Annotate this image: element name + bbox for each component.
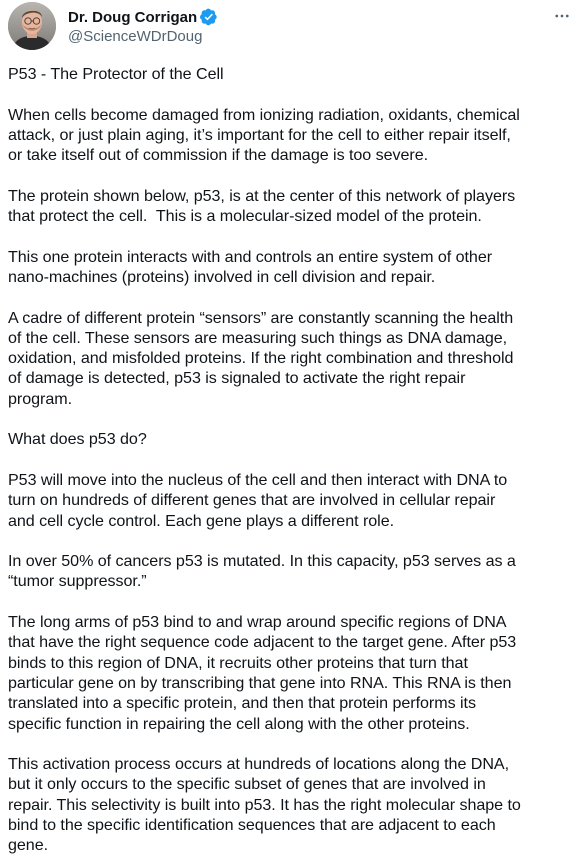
tweet-paragraph: The long arms of p53 bind to and wrap around specific regions of DNA that have the right sequence code adjacent to the target gene. After p53 binds to this region of DNA, it recruits other proteins that turn that particular gene on by transcribing that gene into RNA. This RNA is then translated into a specific protein, and then that protein performs its specific function in repairing the cell along with the other proteins. (8, 613, 517, 733)
author-info (68, 7, 218, 45)
tweet-paragraph: This activation process occurs at hundreds of locations along the DNA, but it only occurs to the specific subset of genes that are involved in repair. This selectivity is built into p53. It has the right molecular shape to bind to the specific identification sequences that are adjacent to each gene. (8, 755, 521, 855)
tweet-paragraph-title: P53 - The Protector of the Cell (8, 65, 224, 83)
tweet-paragraph: The protein shown below, p53, is at the center of this network of players that protect the cell. This is a molecular-sized model of the protein. (8, 186, 516, 226)
tweet-paragraph: When cells become damaged from ionizing radiation, oxidants, chemical attack, or just plain aging, it’s important for the cell to either repair itself, or take itself out of commission if the damage is too severe. (8, 105, 520, 165)
tweet-paragraph: A cadre of different protein “sensors” are constantly scanning the health of the cell. These sensors are measuring such things as DNA damage, oxidation, and misfolded proteins. If the right combination and threshold of damage is detected, p53 is signaled to activate the right repair program. (8, 308, 514, 408)
tweet-paragraph: This one protein interacts with and controls an entire system of other nano-machines (proteins) involved in cell division and repair. (8, 247, 493, 286)
more-options-button[interactable] (549, 6, 575, 26)
tweet-header (8, 2, 577, 54)
tweet-paragraph-question: What does p53 do? (8, 430, 147, 449)
more-horizontal-icon (553, 7, 571, 25)
avatar[interactable] (8, 2, 56, 50)
tweet-text (8, 64, 580, 856)
verified-badge-icon[interactable] (200, 8, 218, 26)
profile-photo-icon (8, 2, 56, 50)
name-row (68, 7, 218, 27)
tweet-paragraph: In over 50% of cancers p53 is mutated. In this capacity, p53 serves as a “tumor suppressor.” (8, 552, 516, 591)
display-name[interactable]: Dr. Doug Corrigan (68, 8, 198, 26)
tweet-paragraph: P53 will move into the nucleus of the cell and then interact with DNA to turn on hundreds of different genes that are involved in cellular repair and cell cycle control. Each gene plays a different role. (8, 470, 508, 530)
user-handle[interactable]: @ScienceWDrDoug (68, 28, 203, 45)
